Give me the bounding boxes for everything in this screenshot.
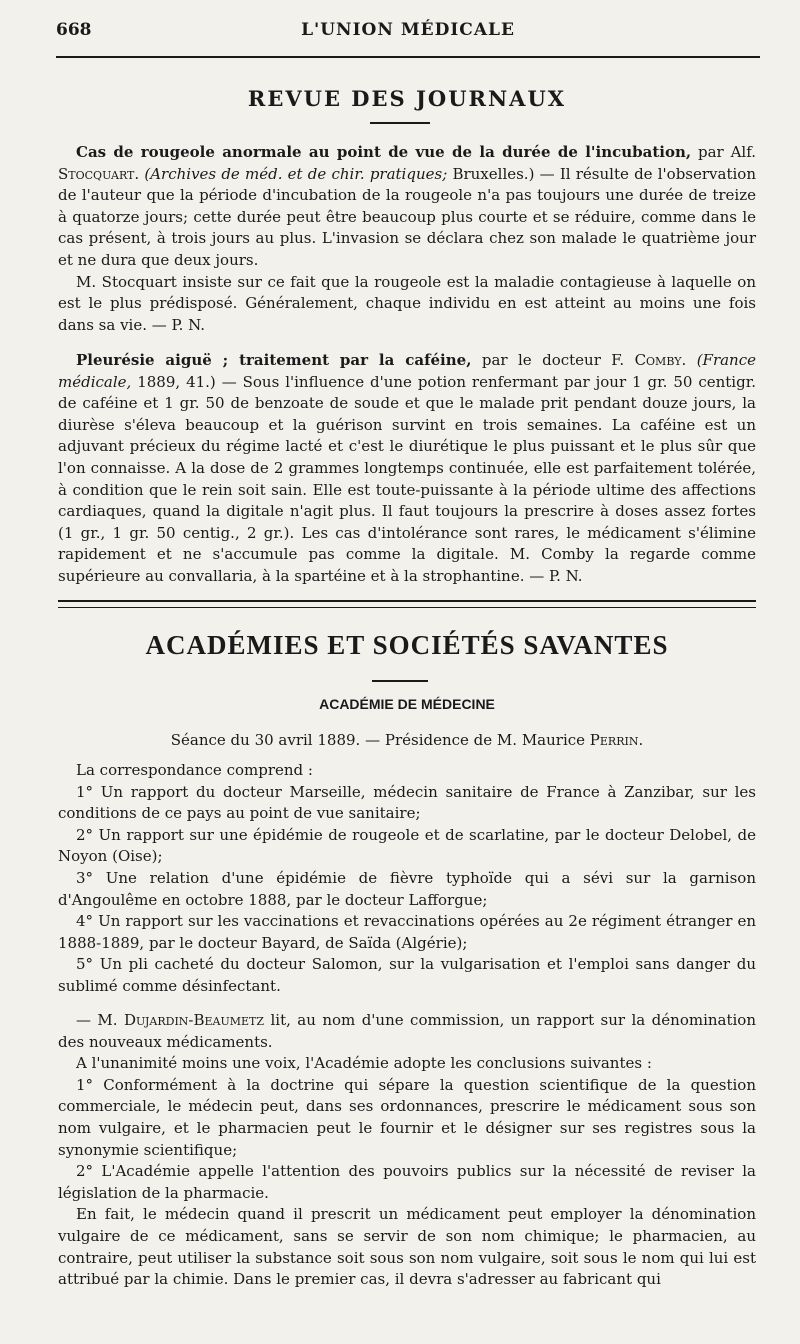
correspondance-section — [58, 760, 756, 998]
president-name: Perrin — [589, 731, 639, 749]
dujardin-section — [58, 1010, 756, 1291]
article1-author-pre: par Alf. — [697, 143, 756, 161]
revue-article-2: Pleurésie aiguë ; traitement par la caféine, par le docteur F. Comby. (France médicale, 1889, 41.) — Sous l'influence d'une potion renfermant par jour 1 gr. 50 centigr. de caféine et 1 gr. 50 de benzoate de soude et que le malade prit pendant douze jours, la diurèse s'éleva beaucoup et la guérison survint en trois semaines. La caféine est un adjuvant précieux du régime lacté et c'est le diurétique le plus puissant et le plus sûr que l'on connaisse. A la dose de 2 grammes longtemps continuée, elle est parfaitement tolérée, à condition que le rein soit sain. Elle est toute-puissante à la période ultime des affections cardiaques, quand la digitale n'agit plus. Il faut toujours la prescrire à doses assez fortes (1 gr., 1 gr. 50 centig., 2 gr.). Les cas d'intolérance sont rares, le médicament s'élimine rapidement et ne s'accumule pas comme la digitale. M. Comby la regarde comme supérieure au convallaria, à la spartéine et à la strophantine. — P. N. — [58, 351, 756, 585]
seance-text: Séance du 30 avril 1889. — Présidence de M. Maurice — [170, 731, 590, 749]
article2-author-pre: par le docteur F. — [471, 351, 635, 369]
article2-author: Comby — [634, 351, 682, 369]
article1-text2: M. Stocquart insiste sur ce fait que la rougeole est la maladie contagieuse à laquelle on est le plus prédisposé. Généralement, chaque individu en est atteint au moins une fois dans sa vie. — P. N. — [58, 272, 756, 334]
academies-title-rule — [372, 680, 428, 682]
revue-article-1: Cas de rougeole anormale au point de vue de la durée de l'incubation, par Alf. Stocquart. (Archives de méd. et de chir. pratiques; Bruxelles.) — Il résulte de l'observation de l'auteur que la période d'incubation de la rougeole n'a pas toujours une durée de treize à quatorze jours; cette durée peut être beaucoup plus courte et se réduire, comme dans le cas présent, à trois jours au plus. L'invasion se déclara chez son malade le quatrième jour et ne dura que deux jours. M. Stocquart insiste sur ce fait que la rougeole est la maladie contagieuse à laquelle on est le plus prédisposé. Généralement, chaque individu en est atteint au moins une fois dans sa vie. — P. N. — [58, 142, 756, 336]
correspondance-intro: La correspondance comprend : — [76, 761, 313, 779]
seance-end: . — [638, 731, 644, 749]
correspondance-item-4: 4° Un rapport sur les vaccinations et revaccinations opérées au 2e régiment étranger en 1888-1889, par le docteur Bayard, de Saïda (Algérie); — [58, 912, 756, 952]
running-head — [56, 20, 760, 46]
article1-source: (Archives de méd. et de chir. pratiques; — [144, 164, 448, 183]
academie-seance — [58, 730, 756, 752]
correspondance-item-1: 1° Un rapport du docteur Marseille, médecin sanitaire de France à Zanzibar, sur les conditions de ce pays au point de vue sanitaire; — [58, 782, 756, 823]
correspondance-item-3: 3° Une relation d'une épidémie de fièvre typhoïde qui a sévi sur la garnison d'Angoulême en octobre 1888, par le docteur Lafforgue; — [58, 868, 756, 909]
article1-text1: Bruxelles.) — Il résulte de l'observation de l'auteur que la période d'incubation de la rougeole n'a pas toujours une durée de treize à quatorze jours; cette durée peut être beaucoup plus courte et se réduire, comme dans le cas présent, à trois jours au plus. L'invasion se déclara chez son malade le quatrième jour et ne dura que deux jours. — [58, 164, 756, 269]
correspondance-item-2: 2° Un rapport sur une épidémie de rougeole et de scarlatine, par le docteur Delobel, de Noyon (Oise); — [58, 825, 756, 866]
revue-title: REVUE DES JOURNAUX — [247, 86, 567, 111]
unanimite-text: A l'unanimité moins une voix, l'Académie adopte les conclusions suivantes : — [76, 1054, 652, 1073]
article1-author: Stocquart — [58, 164, 135, 183]
correspondance-item-5: 5° Un pli cacheté du docteur Salomon, sur la vulgarisation et l'emploi sans danger du sublimé comme désinfectant. — [58, 955, 756, 995]
article1-heading: Cas de rougeole anormale au point de vue de la durée de l'incubation, — [76, 143, 692, 161]
en-fait-text: En fait, le médecin quand il prescrit un médicament peut employer la dénomination vulgaire de ce médicament, sans se servir de son nom chimique; le pharmacien, au contraire, peut utiliser la substance soit sous son nom vulgaire, soit sous le nom qui lui est attribué par la chimie. Dans le premier cas, il devra s'adresser au fabricant qui — [58, 1205, 756, 1289]
revue-title-rule — [370, 122, 430, 124]
article2-source: (France médicale, — [58, 351, 756, 391]
section-separator — [58, 600, 756, 608]
article2-text: 1889, 41.) — Sous l'influence d'une potion renfermant par jour 1 gr. 50 centigr. de caféine et 1 gr. 50 de benzoate de soude et que le malade prit pendant douze jours, la diurèse s'éleva beaucoup et la guérison survint en trois semaines. La caféine est un adjuvant précieux du régime lacté et c'est le diurétique le plus puissant et le plus sûr que l'on connaisse. A la dose de 2 grammes longtemps continuée, elle est parfaitement tolérée, à condition que le rein soit sain. Elle est toute-puissante à la période ultime des affections cardiaques, quand la digitale n'agit plus. Il faut toujours la prescrire à doses assez fortes (1 gr., 1 gr. 50 centig., 2 gr.). Les cas d'intolérance sont rares, le médicament s'élimine rapidement et ne s'accumule pas comme la digitale. M. Comby la regarde comme supérieure au convallaria, à la spartéine et à la strophantine. — P. N. — [58, 372, 756, 585]
dujardin-text: lit, au nom d'une commission, un rapport sur la dénomination des nouveaux médicaments. — [58, 1011, 756, 1051]
academie-subtitle: ACADÉMIE DE MÉDECINE — [319, 696, 495, 712]
header-rule — [56, 56, 760, 58]
dujardin-name: Dujardin-Beaumetz — [124, 1011, 265, 1029]
conclusion-2: 2° L'Académie appelle l'attention des pouvoirs publics sur la nécessité de reviser la législation de la pharmacie. — [58, 1162, 756, 1202]
dujardin-pre: — M. — [76, 1011, 124, 1029]
article2-heading: Pleurésie aiguë ; traitement par la caféine, — [76, 351, 472, 369]
journal-title: L'UNION MÉDICALE — [301, 20, 515, 40]
conclusion-1: 1° Conformément à la doctrine qui sépare la question scientifique de la question commerciale, le médecin peut, dans ses ordonnances, prescrire le médicament sous son nom vulgaire, et le pharmacien peut le fournir et le désigner sur ses registres sous la synonymie scientifique; — [58, 1075, 756, 1159]
academies-title: ACADÉMIES ET SOCIÉTÉS SAVANTES — [145, 630, 669, 660]
page-number: 668 — [56, 20, 92, 40]
